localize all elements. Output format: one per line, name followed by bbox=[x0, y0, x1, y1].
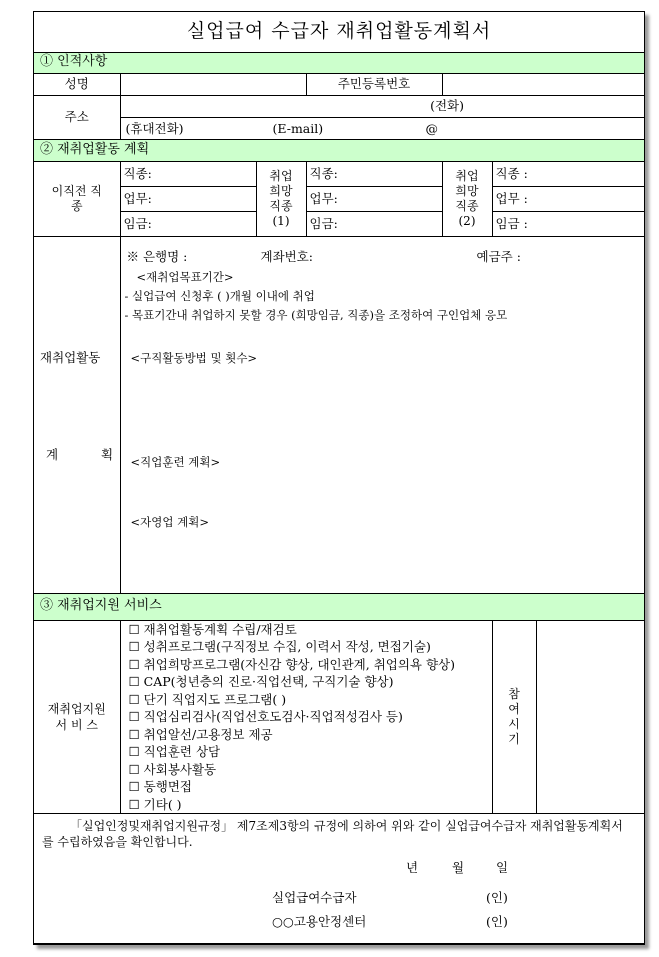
depositor-label: 예금주 : bbox=[476, 248, 521, 264]
month-label: 월 bbox=[452, 860, 465, 875]
recipient-label: 실업급여수급자 bbox=[272, 890, 357, 905]
service-item[interactable]: ☐ 기타( ) bbox=[128, 796, 182, 812]
service-item[interactable]: ☐ 취업희망프로그램(자신감 향상, 대인관계, 취업의욕 향상) bbox=[128, 656, 455, 672]
address-label: 주소 bbox=[34, 95, 120, 139]
section-support-services: ③ 재취업지원 서비스 bbox=[34, 593, 644, 620]
at-sign: @ bbox=[425, 120, 438, 136]
center-label: ○○고용안정센터 bbox=[272, 914, 367, 929]
desired-1-duty[interactable]: 업무: bbox=[306, 186, 442, 211]
training-plan-heading: <직업훈련 계획> bbox=[130, 454, 221, 469]
contact-field[interactable] bbox=[120, 117, 644, 139]
desired-1-job-type[interactable]: 직종: bbox=[306, 161, 442, 186]
self-employment-heading: <자영업 계획> bbox=[130, 514, 209, 529]
year-label: 년 bbox=[406, 860, 419, 875]
confirmation-block bbox=[34, 814, 644, 944]
service-item[interactable]: ☐ 직업심리검사(직업선호도검사·직업적성검사 등) bbox=[128, 709, 403, 724]
address-field[interactable] bbox=[120, 95, 644, 117]
activity-label-1: 재취업활동 bbox=[40, 349, 101, 365]
prev-job-wage[interactable]: 임금: bbox=[120, 211, 256, 236]
name-label: 성명 bbox=[34, 73, 120, 95]
desired-1-wage[interactable]: 임금: bbox=[306, 211, 442, 236]
service-item[interactable]: ☐ 사회봉사활동 bbox=[128, 761, 217, 777]
service-item[interactable]: ☐ 재취업활동계획 수립/재검토 bbox=[128, 621, 297, 637]
phone-label: (전화) bbox=[430, 98, 465, 114]
prev-job-duty[interactable]: 업무: bbox=[120, 186, 256, 211]
form-title: 실업급여 수급자 재취업활동계획서 bbox=[34, 12, 644, 52]
section-personal-info: ① 인적사항 bbox=[34, 52, 644, 73]
activity-plan-content[interactable] bbox=[120, 236, 644, 593]
center-seal[interactable]: (인) bbox=[486, 914, 508, 929]
participation-time-field[interactable] bbox=[536, 620, 644, 814]
activity-label-2: 계 bbox=[46, 446, 59, 462]
service-item[interactable]: ☐ 동행면접 bbox=[128, 779, 192, 794]
mobile-label: (휴대전화) bbox=[125, 120, 184, 136]
form-page bbox=[33, 11, 645, 945]
service-item[interactable]: ☐ CAP(청년층의 진로·직업선택, 구직기술 향상) bbox=[128, 674, 394, 689]
activity-label-3: 획 bbox=[101, 446, 114, 462]
service-item[interactable]: ☐ 직업훈련 상담 bbox=[128, 744, 221, 759]
recipient-seal[interactable]: (인) bbox=[486, 890, 508, 905]
section-reemployment-plan: ② 재취업활동 계획 bbox=[34, 139, 644, 161]
job-search-method-heading: <구직활동방법 및 횟수> bbox=[130, 350, 258, 365]
support-services-label: 재취업지원 서 비 스 bbox=[34, 620, 120, 814]
desired-2-job-type[interactable]: 직종 : bbox=[492, 161, 644, 186]
email-label: (E-mail) bbox=[272, 120, 324, 136]
service-item[interactable]: ☐ 단기 직업지도 프로그램( ) bbox=[128, 691, 287, 707]
desired-job-1-label: 취업 희망 직종 (1) bbox=[256, 161, 306, 236]
prev-job-type[interactable]: 직종: bbox=[120, 161, 256, 186]
service-item[interactable]: ☐ 취업알선/고용정보 제공 bbox=[128, 726, 273, 742]
rrn-label: 주민등록번호 bbox=[306, 73, 442, 95]
plan-form-table bbox=[34, 12, 644, 944]
participation-time-label: 참여 시기 bbox=[492, 620, 536, 814]
goal-line-2: - 목표기간내 취업하지 못할 경우 (희망임금, 직종)을 조정하여 구인업체 응모 bbox=[124, 307, 508, 322]
services-checklist bbox=[120, 620, 492, 814]
account-number-label: 계좌번호: bbox=[260, 248, 314, 264]
prev-job-label: 이직전 직종 bbox=[34, 161, 120, 236]
desired-2-wage[interactable]: 임금 : bbox=[492, 211, 644, 236]
service-item[interactable]: ☐ 성취프로그램(구직정보 수집, 이력서 작성, 면접기술) bbox=[128, 639, 431, 654]
activity-plan-label bbox=[34, 236, 120, 593]
desired-job-2-label: 취업 희망 직종 (2) bbox=[442, 161, 492, 236]
goal-period-heading: <재취업목표기간> bbox=[136, 269, 234, 284]
goal-line-1: - 실업급여 신청후 ( )개월 이내에 취업 bbox=[124, 288, 315, 303]
desired-2-duty[interactable]: 업무 : bbox=[492, 186, 644, 211]
confirmation-statement: 「실업인정및재취업지원규정」 제7조제3항의 규정에 의하여 위와 같이 실업급여수급자 재취업활동계획서를 수립하였음을 확인합니다. bbox=[42, 819, 623, 849]
bank-note: ※ 은행명 : bbox=[126, 248, 188, 264]
name-field[interactable] bbox=[120, 73, 306, 95]
day-label: 일 bbox=[496, 860, 509, 875]
rrn-field[interactable] bbox=[442, 73, 644, 95]
